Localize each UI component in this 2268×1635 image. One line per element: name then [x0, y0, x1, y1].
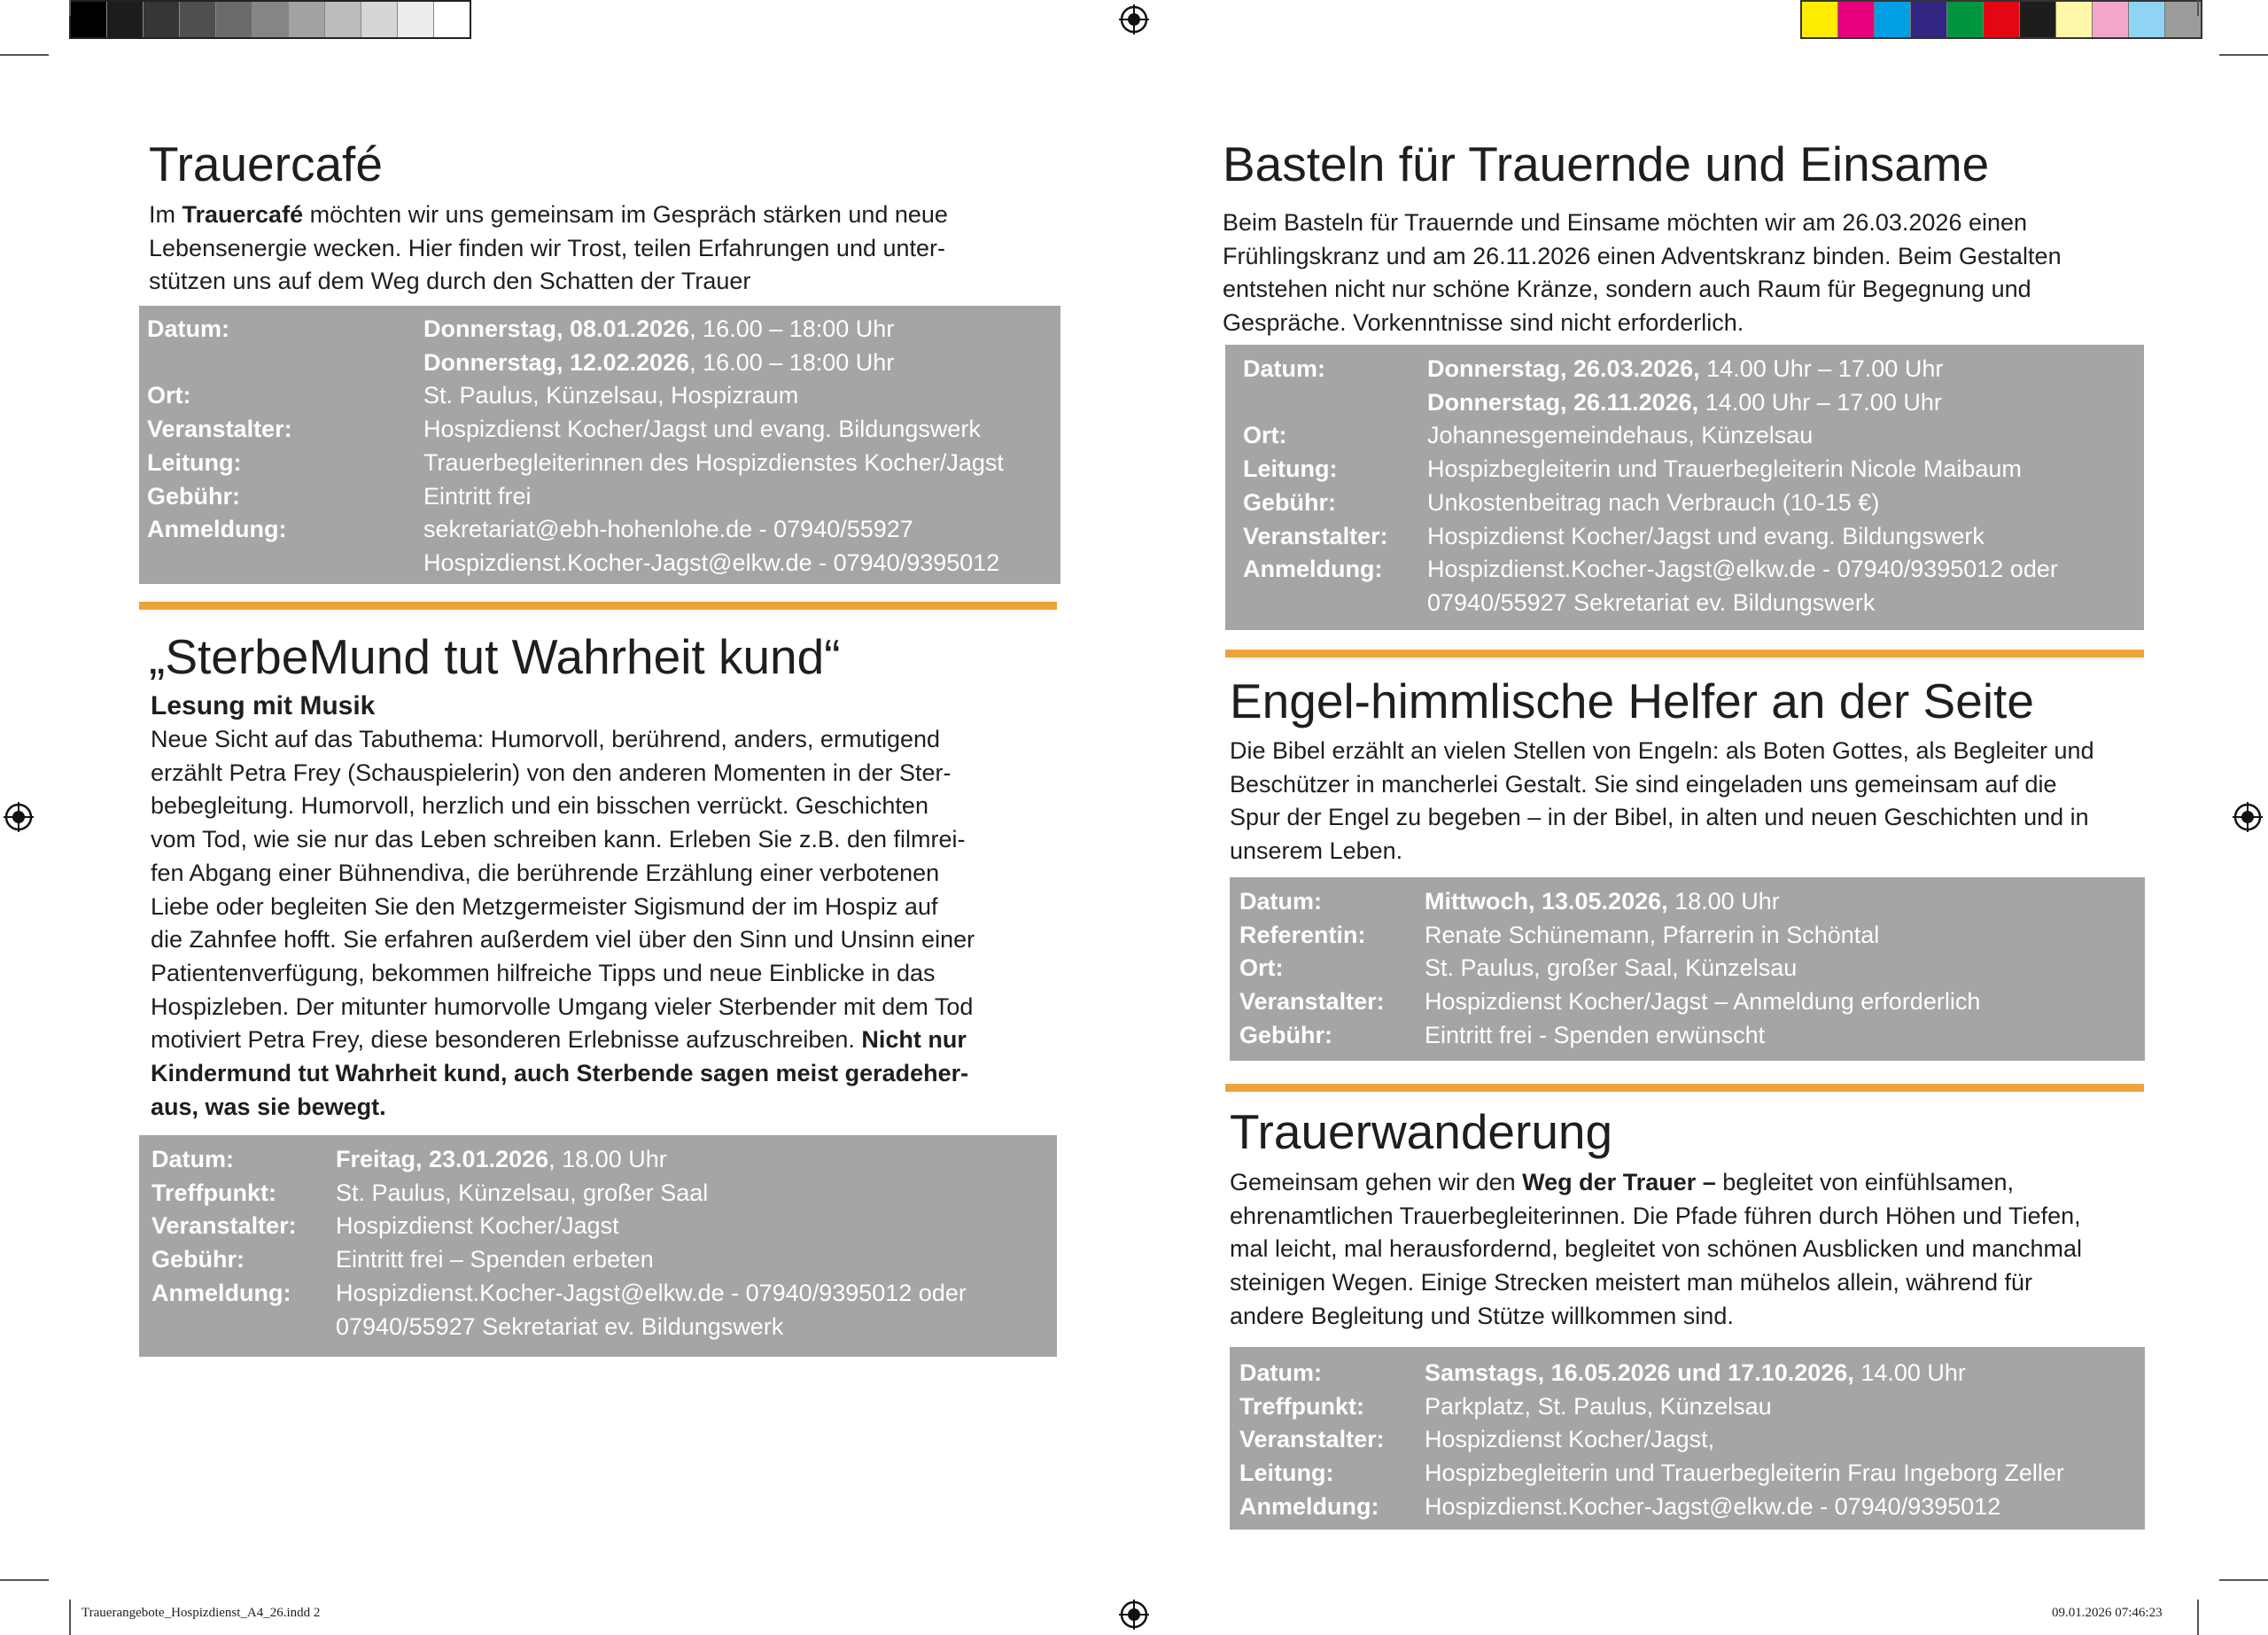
color-swatch: [144, 2, 180, 37]
detail-value: Hospizdienst Kocher/Jagst und evang. Bildungswerk: [1427, 522, 1984, 549]
detail-row: [147, 313, 1060, 346]
registration-mark-icon: [4, 802, 34, 832]
detail-value: Mittwoch, 13.05.2026, 18.00 Uhr: [1425, 888, 1780, 915]
basteln-title: Basteln für Trauernde und Einsame: [1223, 136, 1990, 191]
text-line: Hospizleben. Der mitunter humorvolle Umgang vieler Sterbender mit dem Tod: [151, 993, 974, 1020]
detail-label: Veranstalter:: [1243, 522, 1388, 549]
detail-value: Hospizbegleiterin und Trauerbegleiterin Nicole Maibaum: [1427, 455, 2022, 483]
detail-label: Gebühr:: [151, 1246, 245, 1273]
detail-row: [151, 1210, 1057, 1243]
detail-row: [1243, 487, 2144, 520]
detail-row: [151, 1243, 1057, 1277]
detail-value: Unkostenbeitrag nach Verbrauch (10-15 €): [1427, 488, 1880, 516]
slug-timestamp: 09.01.2026 07:46:23: [2052, 1606, 2163, 1620]
detail-row: [147, 513, 1060, 547]
detail-label: Ort:: [1243, 422, 1287, 449]
engel-title: Engel-himmlische Helfer an der Seite: [1230, 673, 2034, 728]
detail-row: [1243, 587, 2144, 620]
text-line: Beim Basteln für Trauernde und Einsame möchten wir am 26.03.2026 einen: [1223, 209, 2028, 236]
detail-label: Datum:: [151, 1146, 234, 1172]
detail-label: Gebühr:: [1243, 488, 1336, 516]
color-swatch: [71, 2, 107, 37]
registration-mark-icon: [1119, 1600, 1149, 1630]
detail-value: Eintritt frei: [423, 482, 532, 510]
color-swatch: [2129, 2, 2165, 37]
color-swatch: [398, 2, 434, 37]
text-line: unserem Leben.: [1230, 837, 1403, 865]
detail-row: [1239, 1390, 2145, 1424]
detail-label: Anmeldung:: [1243, 556, 1383, 583]
detail-label: Datum:: [147, 315, 229, 342]
detail-row: [1239, 1019, 2145, 1053]
crop-mark: [2219, 54, 2268, 56]
text-line: Neue Sicht auf das Tabuthema: Humorvoll, berührend, anders, ermutigend: [151, 726, 941, 752]
sterbemund-details: [139, 1135, 1057, 1357]
text-line: andere Begleitung und Stütze willkommen sind.: [1230, 1302, 1734, 1329]
trauercafe-title: Trauercafé: [149, 136, 383, 191]
detail-label: Treffpunkt:: [1239, 1392, 1364, 1420]
color-swatch: [325, 2, 361, 37]
text-line: Beschützer in mancherlei Gestalt. Sie sind eingeladen uns gemeinsam auf die: [1230, 770, 2057, 798]
detail-value: Eintritt frei – Spenden erbeten: [336, 1246, 654, 1273]
detail-label: Veranstalter:: [1239, 1426, 1385, 1453]
text-line: Spur der Engel zu begeben – in der Bibel, in alten und neuen Geschichten und in: [1230, 804, 2089, 831]
trauercafe-details: [139, 306, 1060, 584]
detail-value: St. Paulus, Künzelsau, Hospizraum: [423, 382, 799, 409]
text-line: ehrenamtlichen Trauerbegleiterinnen. Die Pfade führen durch Höhen und Tiefen,: [1230, 1202, 2081, 1229]
detail-label: Leitung:: [1243, 455, 1338, 483]
text-line: erzählt Petra Frey (Schauspielerin) von den anderen Momenten in der Ster-: [151, 759, 951, 786]
detail-value: Renate Schünemann, Pfarrerin in Schöntal: [1425, 921, 1880, 948]
section-divider: [1225, 650, 2144, 658]
basteln-details: [1225, 345, 2144, 630]
wanderung-details: [1230, 1347, 2145, 1530]
crop-mark: [2197, 0, 2199, 16]
detail-row: [147, 346, 1060, 380]
detail-label: Referentin:: [1239, 921, 1366, 948]
detail-value: St. Paulus, großer Saal, Künzelsau: [1425, 954, 1798, 982]
color-swatch: [252, 2, 289, 37]
detail-label: Veranstalter:: [1239, 988, 1385, 1016]
wanderung-title: Trauerwanderung: [1230, 1104, 1613, 1159]
color-swatch: [1838, 2, 1875, 37]
detail-row: [151, 1177, 1057, 1211]
color-swatch: [1802, 2, 1838, 37]
detail-value: sekretariat@ebh-hohenlohe.de - 07940/55927: [423, 516, 913, 543]
detail-label: Anmeldung:: [1239, 1492, 1379, 1520]
detail-row: [147, 547, 1060, 580]
detail-value: Samstags, 16.05.2026 und 17.10.2026, 14.00 Uhr: [1425, 1359, 1966, 1386]
engel-description: [1230, 735, 2094, 868]
detail-label: [1243, 587, 1427, 620]
color-swatch: [216, 2, 252, 37]
sterbemund-description: Neue Sicht auf das Tabuthema: Humorvoll, berührend, anders, ermutigend erzählt Petra Frey (Schauspielerin) von den anderen Momenten in der Ster- bebegleitung. Humorvoll, herzlich und ein bisschen verrückt. Geschichten vom Tod, wie sie nur das Leben schreiben kann. Erleben Sie z.B. den filmrei- fen Abgang einer Bühnendiva, die berührende Erzählung einer verbotenen Liebe oder begleiten Sie den Metzgermeister Sigismund der im Hospiz auf die Zahnfee hofft. Sie erfahren außerdem viel über den Sinn und Unsinn einer Patientenverfügung, bekommen hilfreiche Tipps und neue Einblicke in das Hospizleben. Der mitunter humorvolle Umgang vieler Sterbender mit dem Tod motiviert Petra Frey, diese besonderen Erlebnisse aufzuschreiben. Nicht nur Kindermund tut Wahrheit kund, auch Sterbende sagen meist geradeher- aus, was sie bewegt.: [151, 723, 975, 1124]
detail-label: Leitung:: [147, 448, 242, 476]
color-swatch: [180, 2, 216, 37]
detail-row: [1239, 885, 2145, 919]
detail-row: [147, 413, 1060, 447]
color-swatch: [107, 2, 144, 37]
detail-label: Leitung:: [1239, 1460, 1334, 1487]
text-line: Die Bibel erzählt an vielen Stellen von Engeln: als Boten Gottes, als Begleiter und: [1230, 737, 2094, 764]
detail-value: Hospizdienst Kocher/Jagst,: [1425, 1426, 1715, 1453]
detail-row: [1239, 952, 2145, 985]
registration-mark-icon: [2233, 802, 2263, 832]
detail-value: Trauerbegleiterinnen des Hospizdienstes Kocher/Jagst: [423, 448, 1004, 476]
detail-row: [1239, 1423, 2145, 1457]
crop-mark: [0, 1579, 49, 1581]
registration-mark-icon: [1119, 4, 1149, 35]
detail-row: [1239, 1457, 2145, 1491]
text-line: aus, was sie bewegt.: [151, 1093, 386, 1120]
detail-row: [147, 447, 1060, 480]
color-swatch: [1984, 2, 2020, 37]
text-line: die Zahnfee hofft. Sie erfahren außerdem viel über den Sinn und Unsinn einer: [151, 926, 975, 954]
detail-value: Donnerstag, 08.01.2026, 16.00 – 18:00 Uhr: [423, 315, 895, 342]
color-swatch: [1875, 2, 1911, 37]
detail-label: [147, 346, 423, 380]
section-divider: [1225, 1084, 2144, 1092]
detail-label: Anmeldung:: [151, 1279, 291, 1306]
detail-row: [1243, 453, 2144, 487]
detail-label: Ort:: [1239, 954, 1284, 982]
basteln-description: [1223, 206, 2062, 340]
text-line: Kindermund tut Wahrheit kund, auch Sterbende sagen meist geradeher-: [151, 1060, 969, 1087]
sterbemund-title: „SterbeMund tut Wahrheit kund“: [149, 629, 841, 684]
detail-label: Anmeldung:: [147, 516, 287, 543]
detail-value: Donnerstag, 26.03.2026, 14.00 Uhr – 17.00 Uhr: [1427, 355, 1944, 382]
wanderung-description: Gemeinsam gehen wir den Weg der Trauer – begleitet von einfühlsamen, ehrenamtlichen Trauerbegleiterinnen. Die Pfade führen durch Höhen und Tiefen, mal leicht, mal herausfordernd, begleitet von schönen Ausblicken und manchmal steinigen Wegen. Einige Strecken meistert man mühelos allein, während für andere Begleitung und Stütze willkommen sind.: [1230, 1166, 2082, 1334]
detail-value: Freitag, 23.01.2026, 18.00 Uhr: [336, 1146, 667, 1172]
color-swatch: [1947, 2, 1984, 37]
detail-value: Hospizbegleiterin und Trauerbegleiterin Frau Ingeborg Zeller: [1425, 1460, 2064, 1487]
detail-row: [1243, 520, 2144, 554]
detail-row: [1243, 553, 2144, 587]
detail-value: Hospizdienst.Kocher-Jagst@elkw.de - 07940/9395012 oder: [336, 1279, 967, 1306]
detail-value: Hospizdienst Kocher/Jagst und evang. Bildungswerk: [423, 416, 981, 443]
text-line: steinigen Wegen. Einige Strecken meistert man mühelos allein, während für: [1230, 1269, 2032, 1296]
detail-value: Hospizdienst.Kocher-Jagst@elkw.de - 07940/9395012: [423, 549, 1000, 576]
text-line: Gespräche. Vorkenntnisse sind nicht erforderlich.: [1223, 309, 1744, 337]
text-line: bebegleitung. Humorvoll, herzlich und ein bisschen verrückt. Geschichten: [151, 792, 928, 820]
detail-label: Veranstalter:: [147, 416, 292, 443]
slug-filename: Trauerangebote_Hospizdienst_A4_26.indd 2: [82, 1606, 321, 1620]
detail-label: [1243, 386, 1427, 420]
detail-value: Johannesgemeindehaus, Künzelsau: [1427, 422, 1814, 449]
detail-row: [151, 1311, 1057, 1344]
detail-row: [151, 1143, 1057, 1177]
engel-details: [1230, 877, 2145, 1061]
text-line: Frühlingskranz und am 26.11.2026 einen Adventskranz binden. Beim Gestalten: [1223, 242, 2062, 269]
detail-label: Gebühr:: [147, 482, 240, 510]
color-swatch: [289, 2, 325, 37]
detail-value: Hospizdienst.Kocher-Jagst@elkw.de - 07940/9395012 oder: [1427, 556, 2058, 583]
text-line: Patientenverfügung, bekommen hilfreiche Tipps und neue Einblicke in das: [151, 959, 936, 986]
detail-label: Datum:: [1239, 1359, 1322, 1386]
trauercafe-intro: Im Trauercafé möchten wir uns gemeinsam im Gespräch stärken und neue Lebensenergie wecken. Hier finden wir Trost, teilen Erfahrungen und unter- stützen uns auf dem Weg durch den Schatten der Trauer: [149, 201, 948, 295]
color-swatch: [1911, 2, 1947, 37]
detail-value: 07940/55927 Sekretariat ev. Bildungswerk: [1427, 588, 1876, 616]
text-line: mal leicht, mal herausfordernd, begleitet von schönen Ausblicken und manchmal: [1230, 1235, 2083, 1263]
detail-value: Donnerstag, 12.02.2026, 16.00 – 18:00 Uhr: [423, 348, 895, 376]
detail-label: Gebühr:: [1239, 1021, 1332, 1048]
grayscale-color-bar: [69, 0, 471, 39]
detail-label: Datum:: [1239, 888, 1322, 915]
detail-label: Veranstalter:: [151, 1212, 297, 1240]
detail-row: [1239, 919, 2145, 953]
color-swatch: [2093, 2, 2129, 37]
detail-value: Donnerstag, 26.11.2026, 14.00 Uhr – 17.00 Uhr: [1427, 388, 1942, 416]
detail-row: [1239, 985, 2145, 1019]
detail-value: St. Paulus, Künzelsau, großer Saal: [336, 1179, 709, 1206]
color-swatch: [2165, 2, 2201, 37]
detail-row: [1243, 353, 2144, 386]
text-line: Liebe oder begleiten Sie den Metzgermeister Sigismund der im Hospiz auf: [151, 892, 938, 920]
detail-row: [1243, 419, 2144, 453]
color-swatch: [2020, 2, 2056, 37]
detail-row: [151, 1277, 1057, 1311]
detail-value: 07940/55927 Sekretariat ev. Bildungswerk: [336, 1312, 784, 1340]
crop-mark: [0, 54, 49, 56]
detail-row: [147, 480, 1060, 514]
detail-label: [151, 1311, 336, 1344]
detail-label: Ort:: [147, 382, 191, 409]
detail-label: [147, 547, 423, 580]
crop-mark: [2197, 1600, 2199, 1635]
detail-label: Datum:: [1243, 355, 1325, 382]
text-line: vom Tod, wie sie nur das Leben schreiben kann. Erleben Sie z.B. den filmrei-: [151, 826, 966, 853]
detail-row: [1243, 386, 2144, 420]
text-line: entstehen nicht nur schöne Kränze, sondern auch Raum für Begegnung und: [1223, 276, 2031, 303]
detail-label: Treffpunkt:: [151, 1179, 276, 1206]
crop-mark: [69, 1600, 71, 1635]
detail-value: Eintritt frei - Spenden erwünscht: [1425, 1021, 1766, 1048]
color-swatch: [361, 2, 398, 37]
color-swatch: [2056, 2, 2093, 37]
cmyk-color-bar: [1800, 0, 2202, 39]
text-line: fen Abgang einer Bühnendiva, die berührende Erzählung einer verbotenen: [151, 859, 940, 886]
crop-mark: [2219, 1579, 2268, 1581]
detail-row: [1239, 1491, 2145, 1524]
sterbemund-subtitle: Lesung mit Musik: [151, 691, 376, 720]
detail-value: Hospizdienst.Kocher-Jagst@elkw.de - 07940/9395012: [1425, 1492, 2001, 1520]
detail-value: Hospizdienst Kocher/Jagst – Anmeldung erforderlich: [1425, 988, 1981, 1016]
detail-row: [1239, 1357, 2145, 1390]
color-swatch: [434, 2, 470, 37]
detail-value: Parkplatz, St. Paulus, Künzelsau: [1425, 1392, 1772, 1420]
section-divider: [139, 602, 1057, 610]
detail-value: Hospizdienst Kocher/Jagst: [336, 1212, 619, 1240]
crop-mark: [69, 0, 71, 16]
detail-row: [147, 379, 1060, 413]
